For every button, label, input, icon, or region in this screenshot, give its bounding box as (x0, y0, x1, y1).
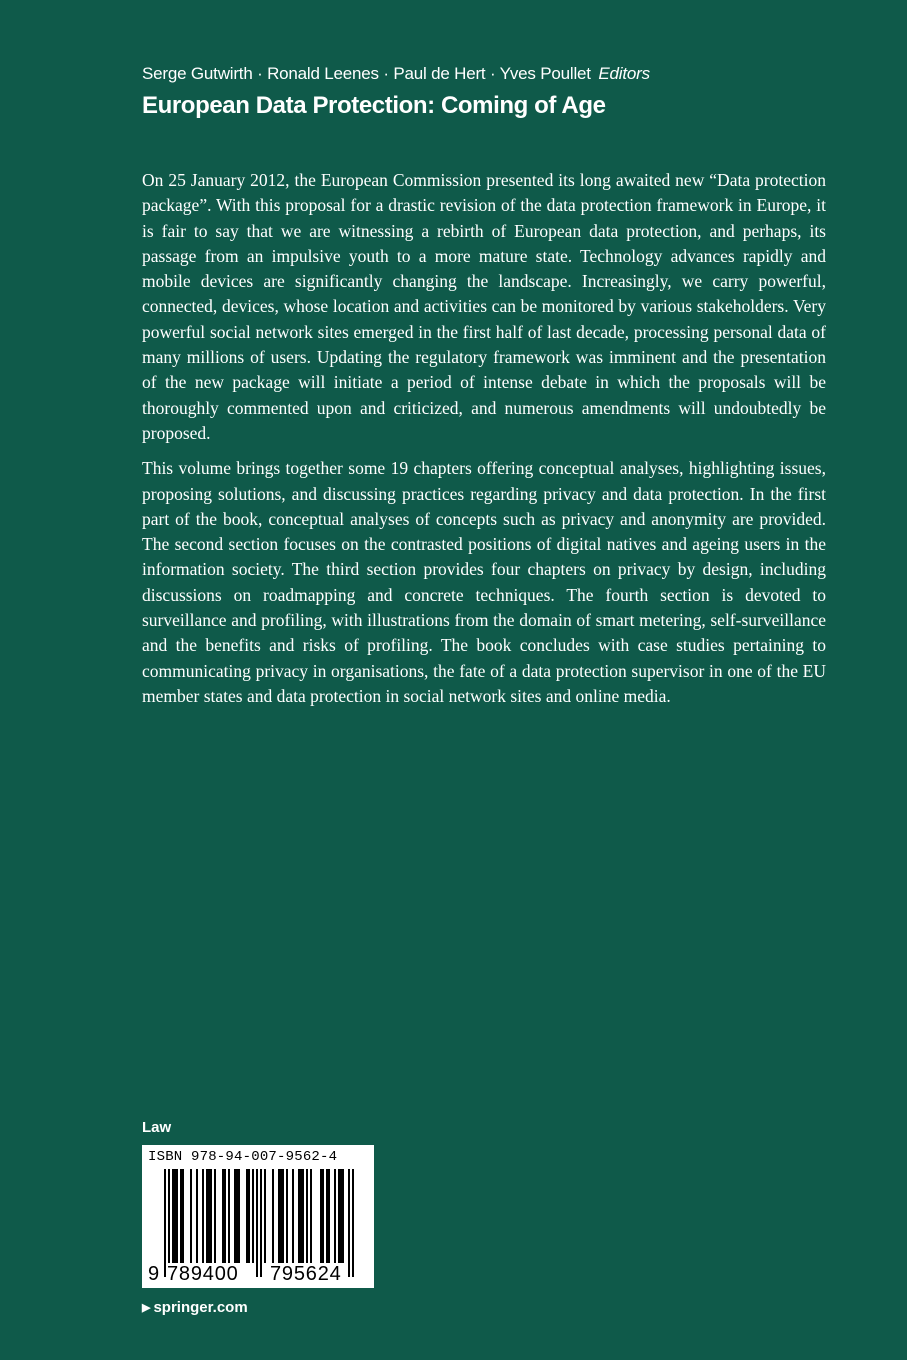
barcode-bar (348, 1169, 350, 1277)
ean-lead-digit: 9 (148, 1263, 160, 1285)
barcode-bar (196, 1169, 198, 1263)
editors-role: Editors (598, 64, 650, 83)
barcode-bar (222, 1169, 224, 1263)
barcode-bar (272, 1169, 274, 1263)
barcode-bar (174, 1169, 176, 1263)
barcode-bar (264, 1169, 266, 1263)
barcode-bar (260, 1169, 262, 1277)
barcode-bar (224, 1169, 226, 1263)
barcode-bar (302, 1169, 304, 1263)
triangle-right-icon: ▶ (142, 1302, 151, 1314)
barcode-bar (202, 1169, 204, 1263)
barcode-bar (292, 1169, 294, 1263)
isbn-barcode (142, 1145, 374, 1288)
barcode-bar (282, 1169, 284, 1263)
barcode-bar (248, 1169, 250, 1263)
barcode-bar (286, 1169, 288, 1263)
barcode-bar (238, 1169, 240, 1263)
barcode-bar (190, 1169, 192, 1263)
barcode-bar (298, 1169, 300, 1263)
barcode-bar (300, 1169, 302, 1263)
publisher-link[interactable] (142, 1299, 248, 1316)
barcode-bar (210, 1169, 212, 1263)
editors-names: Serge Gutwirth · Ronald Leenes · Paul de Hert · Yves Poullet (142, 64, 591, 83)
barcode-bar (206, 1169, 208, 1263)
barcode-bar (164, 1169, 166, 1277)
blurb-paragraph-1: On 25 January 2012, the European Commission presented its long awaited new “Data protection package”. With this proposal for a drastic revision of the data protection framework in Europe, it is fair to say that we are witnessing a rebirth of European data protection, and perhaps, its passage from an impulsive youth to a more mature state. Technology advances rapidly and mobile devices are significantly changing the landscape. Increasingly, we carry powerful, connected, devices, whose location and activities can be monitored by various stakeholders. Very powerful social network sites emerged in the first half of last decade, processing personal data of many millions of users. Updating the regulatory framework was imminent and the presentation of the new package will initiate a period of intense debate in which the proposals will be thoroughly commented upon and criticized, and numerous amendments will undoubtedly be proposed. (142, 170, 826, 443)
barcode-bar (280, 1169, 282, 1263)
barcode-bar (182, 1169, 184, 1263)
barcode-bar (168, 1169, 170, 1277)
blurb (142, 168, 826, 719)
barcode-bar (176, 1169, 178, 1263)
barcode-bar (306, 1169, 308, 1263)
barcode-bar (234, 1169, 236, 1263)
barcode-bar (322, 1169, 324, 1263)
ean-digits-right: 795624 (270, 1263, 342, 1285)
barcode-bar (180, 1169, 182, 1263)
barcode-bar (340, 1169, 342, 1263)
isbn-label: ISBN 978-94-007-9562-4 (148, 1149, 338, 1165)
barcode-bar (172, 1169, 174, 1263)
subject-category: Law (142, 1119, 172, 1136)
barcode-bar (338, 1169, 340, 1263)
barcode-bar (246, 1169, 248, 1263)
publisher-label: springer.com (153, 1299, 248, 1316)
barcode-bar (228, 1169, 230, 1263)
book-title: European Data Protection: Coming of Age (142, 92, 606, 119)
barcode-bar (326, 1169, 328, 1263)
barcode-bar (256, 1169, 258, 1277)
barcode-bar (320, 1169, 322, 1263)
ean-digits-left: 789400 (167, 1263, 239, 1285)
barcode-bar (252, 1169, 254, 1263)
barcode-bar (342, 1169, 344, 1263)
barcode-bar (310, 1169, 312, 1263)
barcode-bar (352, 1169, 354, 1277)
blurb-paragraph-2: This volume brings together some 19 chapters offering conceptual analyses, highlighting issues, proposing solutions, and discussing practices regarding privacy and data protection. In the first part of the book, conceptual analyses of concepts such as privacy and anonymity are provided. The second section focuses on the contrasted positions of digital natives and ageing users in the information society. The third section provides four chapters on privacy by design, including discussions on roadmapping and concrete techniques. The fourth section is devoted to surveillance and profiling, with illustrations from the domain of smart metering, self-surveillance and the benefits and risks of profiling. The book concludes with case studies pertaining to communicating privacy in organisations, the fate of a data protection supervisor in one of the EU member states and data protection in social network sites and online media. (142, 458, 826, 706)
barcode-bar (278, 1169, 280, 1263)
editors-line (142, 64, 650, 84)
barcode-bar (208, 1169, 210, 1263)
barcode-bar (328, 1169, 330, 1263)
barcode-bar (334, 1169, 336, 1263)
barcode-bar (236, 1169, 238, 1263)
barcode-bar (214, 1169, 216, 1263)
